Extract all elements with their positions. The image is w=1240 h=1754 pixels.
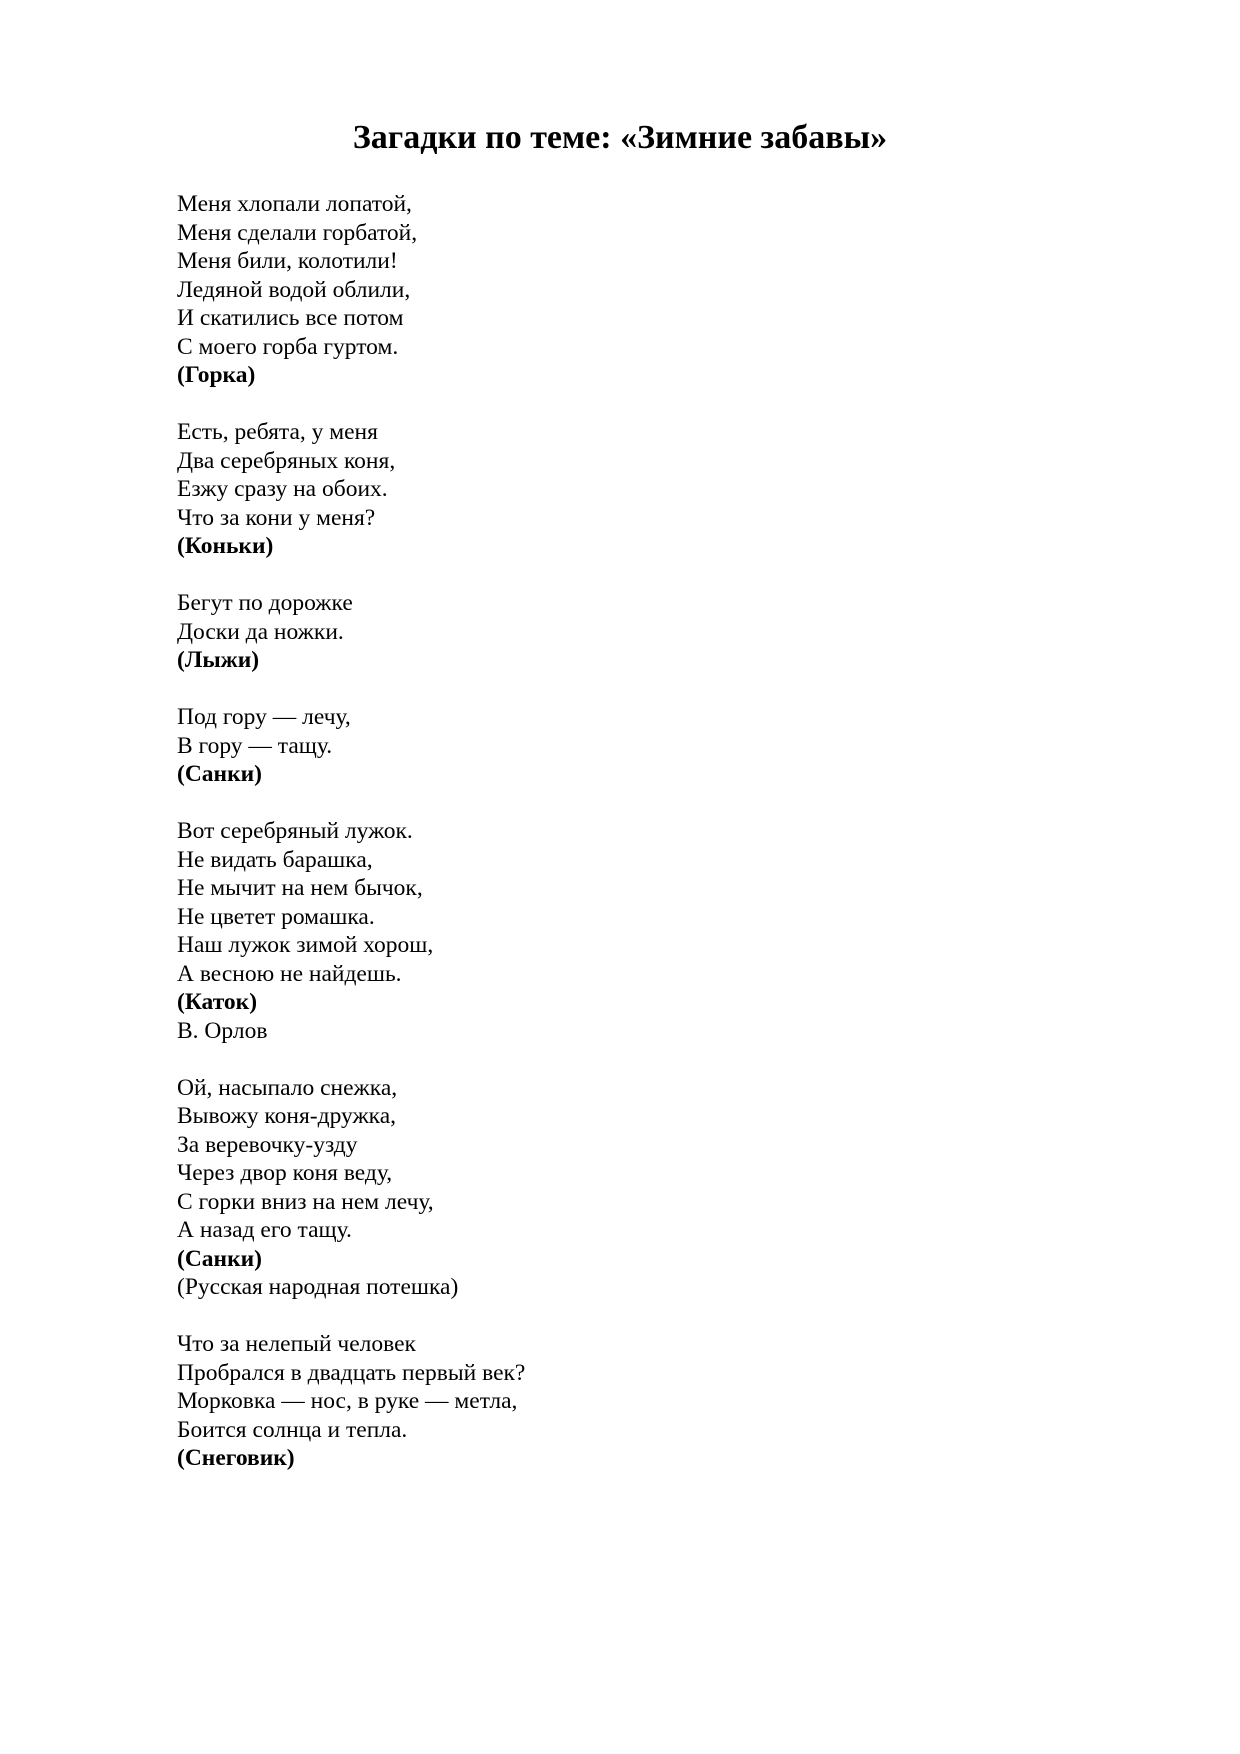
riddle-line: Вывожу коня-дружка, [177, 1103, 397, 1129]
riddle-line: За веревочку-узду [177, 1131, 358, 1158]
riddle-line: Ледяной водой облили, [177, 276, 411, 303]
riddle-line: А назад его тащу. [177, 1217, 352, 1243]
riddle-line: Морковка — нос, в руке — метла, [177, 1388, 518, 1414]
riddle-line: А весною не найдешь. [177, 960, 402, 987]
riddle-line: С горки вниз на нем лечу, [177, 1188, 434, 1215]
riddle-6 [177, 1074, 1077, 1302]
riddle-answer: (Санки) [177, 1245, 262, 1272]
riddle-line: Что за кони у меня? [177, 504, 376, 531]
riddle-line: Есть, ребята, у меня [177, 419, 378, 445]
riddle-author: (Русская народная потешка) [177, 1274, 459, 1300]
riddle-answer: (Снеговик) [177, 1445, 295, 1471]
riddle-line: Ой, насыпало снежка, [177, 1074, 398, 1101]
page-title: Загадки по теме: «Зимние забавы» [352, 119, 888, 156]
riddle-line: Два серебряных коня, [177, 447, 396, 474]
riddle-line: Не цветет ромашка. [177, 903, 375, 930]
riddle-answer: (Коньки) [177, 533, 274, 559]
riddle-1 [177, 190, 1077, 390]
riddle-line: Меня хлопали лопатой, [177, 191, 412, 217]
riddle-line: В гору — тащу. [177, 732, 333, 759]
riddle-line: Через двор коня веду, [177, 1160, 393, 1186]
riddle-4 [177, 703, 1077, 789]
riddle-line: Не мычит на нем бычок, [177, 875, 423, 901]
riddle-line: Езжу сразу на обоих. [177, 476, 388, 502]
riddle-line: И скатились все потом [177, 305, 404, 331]
riddle-5 [177, 817, 1077, 1045]
riddle-line: Не видать барашка, [177, 846, 373, 873]
riddles-list [177, 190, 1077, 1501]
riddle-line: Доски да ножки. [177, 618, 344, 645]
riddle-answer: (Санки) [177, 761, 262, 787]
riddle-line: Бегут по дорожке [177, 590, 353, 616]
riddle-7 [177, 1330, 1077, 1473]
riddle-answer: (Лыжи) [177, 647, 260, 673]
riddle-line: Под гору — лечу, [177, 704, 351, 730]
riddle-line: Меня сделали горбатой, [177, 219, 418, 246]
riddle-line: Меня били, колотили! [177, 248, 398, 274]
riddle-line: Пробрался в двадцать первый век? [177, 1359, 526, 1386]
riddle-line: Боится солнца и тепла. [177, 1416, 408, 1443]
riddle-answer: (Горка) [177, 362, 256, 388]
riddle-line: Вот серебряный лужок. [177, 818, 413, 844]
riddle-author: В. Орлов [177, 1017, 268, 1044]
riddle-line: С моего горба гуртом. [177, 333, 399, 360]
riddle-3 [177, 589, 1077, 675]
riddle-answer: (Каток) [177, 989, 258, 1015]
riddle-line: Наш лужок зимой хорош, [177, 932, 434, 958]
riddle-2 [177, 418, 1077, 561]
riddle-line: Что за нелепый человек [177, 1331, 416, 1357]
